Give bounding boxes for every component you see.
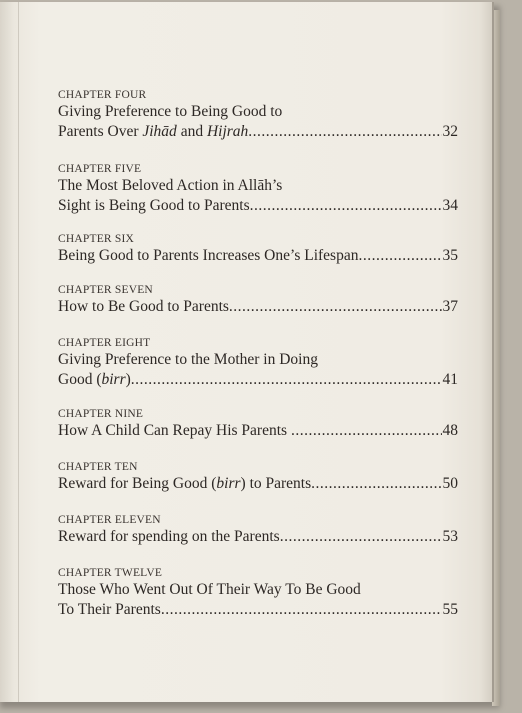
chapter-title-last-line	[58, 600, 458, 620]
table-of-contents	[58, 88, 458, 626]
page-number: 35	[442, 247, 458, 264]
chapter-title-line: The Most Beloved Action in Allāh’s	[58, 177, 283, 194]
toc-entry-chapter-six	[58, 232, 458, 283]
page-number: 48	[442, 422, 458, 439]
chapter-title-text	[58, 122, 248, 142]
chapter-heading: CHAPTER TWELVE	[58, 567, 163, 579]
title-part-italic: Jihād	[142, 122, 177, 140]
title-part: )	[125, 370, 131, 388]
chapter-title-last-line	[58, 196, 458, 216]
toc-entry-chapter-nine	[58, 407, 458, 460]
chapter-title-text: To Their Parents	[58, 600, 161, 618]
title-part-italic: Hijrah	[206, 122, 249, 140]
title-part-italic: birr	[216, 475, 241, 492]
chapter-heading: CHAPTER TEN	[58, 461, 138, 473]
page-number: 55	[442, 600, 458, 618]
chapter-title-last-line	[58, 122, 458, 142]
chapter-heading: CHAPTER NINE	[58, 408, 144, 420]
dot-leader	[311, 474, 441, 494]
dot-leader	[250, 196, 442, 216]
chapter-title-line: Giving Preference to the Mother in Doing	[58, 351, 318, 368]
chapter-heading: CHAPTER EIGHT	[58, 337, 151, 349]
page-number: 32	[442, 122, 458, 140]
chapter-title-text: How to Be Good to Parents	[58, 298, 229, 315]
chapter-title-last-line	[58, 246, 458, 266]
dot-leader	[229, 297, 442, 317]
dot-leader	[161, 600, 442, 620]
title-part: Parents Over	[58, 122, 143, 140]
toc-entry-chapter-eleven	[58, 513, 458, 566]
toc-entry-chapter-twelve	[58, 566, 458, 626]
chapter-title-last-line	[58, 527, 458, 547]
dot-leader	[280, 527, 442, 547]
chapter-heading: CHAPTER ELEVEN	[58, 514, 161, 526]
chapter-title-text	[58, 370, 131, 390]
chapter-title-text: Sight is Being Good to Parents	[58, 196, 250, 214]
page-number: 37	[442, 298, 458, 315]
chapter-heading: CHAPTER FOUR	[58, 89, 147, 101]
dot-leader	[291, 421, 442, 441]
chapter-title-last-line	[58, 474, 458, 494]
chapter-title-text: How A Child Can Repay His Parents	[58, 422, 291, 439]
chapter-title-line: Giving Preference to Being Good to	[58, 103, 283, 120]
title-part: Good (	[58, 370, 102, 388]
toc-entry-chapter-ten	[58, 460, 458, 513]
chapter-title-last-line	[58, 421, 458, 441]
dot-leader	[131, 370, 442, 390]
chapter-title-text	[58, 474, 311, 494]
page-number: 41	[442, 370, 458, 388]
toc-entry-chapter-eight	[58, 336, 458, 407]
chapter-title-last-line	[58, 297, 458, 317]
toc-entry-chapter-seven	[58, 283, 458, 336]
chapter-heading: CHAPTER SEVEN	[58, 284, 153, 296]
page-number: 50	[442, 475, 458, 492]
toc-entry-chapter-four	[58, 88, 458, 162]
title-part-italic: birr	[101, 370, 126, 388]
page-number: 53	[442, 528, 458, 545]
title-part: ) to Parents	[240, 475, 312, 492]
chapter-title-last-line	[58, 370, 458, 390]
title-part: Reward for Being Good (	[58, 475, 217, 492]
title-part: and	[176, 122, 207, 140]
gutter-line	[18, 2, 19, 702]
chapter-title-text: Reward for spending on the Parents	[58, 528, 280, 545]
chapter-title-line: Those Who Went Out Of Their Way To Be Good	[58, 581, 361, 598]
chapter-heading: CHAPTER FIVE	[58, 163, 142, 175]
toc-entry-chapter-five	[58, 162, 458, 232]
page-number: 34	[442, 196, 458, 214]
chapter-heading: CHAPTER SIX	[58, 233, 135, 245]
dot-leader	[358, 246, 441, 266]
dot-leader	[248, 122, 441, 142]
chapter-title-text: Being Good to Parents Increases One’s Lifespan	[58, 247, 359, 264]
